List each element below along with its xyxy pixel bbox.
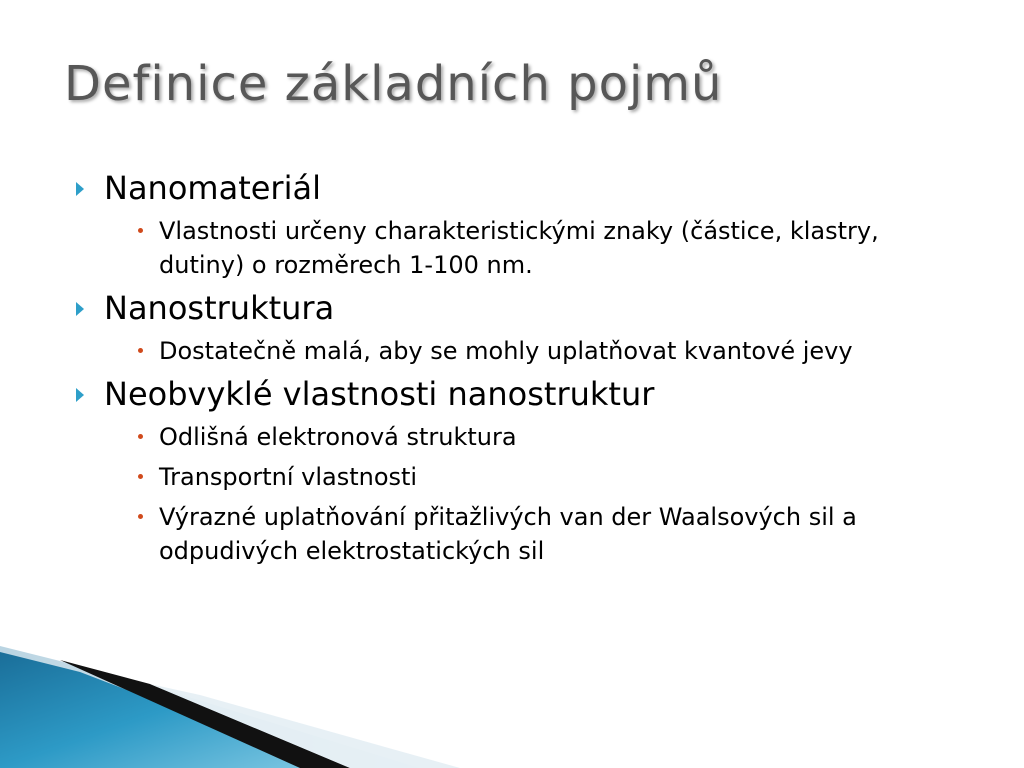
dot-icon xyxy=(138,348,143,353)
sub-bullet-text: Vlastnosti určeny charakteristickými znaky (částice, klastry, dutiny) o rozměrech 1-100 nm. xyxy=(159,217,879,279)
bullet-label: Nanomateriál xyxy=(104,169,321,207)
sub-bullet-text: Dostatečně malá, aby se mohly uplatňovat kvantové jevy xyxy=(159,337,853,365)
sub-bullet xyxy=(104,460,952,494)
sub-list xyxy=(104,214,952,282)
bullet-item-unusual-properties xyxy=(72,374,952,568)
sub-bullet xyxy=(104,500,952,568)
triangle-arrow-icon xyxy=(76,302,84,316)
dot-icon xyxy=(138,474,143,479)
slide-title: Definice základních pojmů xyxy=(64,56,723,112)
sub-list xyxy=(104,420,952,568)
sub-bullet xyxy=(104,214,952,282)
sub-bullet xyxy=(104,420,952,454)
bullet-item-nanostructure xyxy=(72,288,952,368)
triangle-arrow-icon xyxy=(76,388,84,402)
triangle-arrow-icon xyxy=(76,182,84,196)
dot-icon xyxy=(138,514,143,519)
dot-icon xyxy=(138,228,143,233)
sub-list xyxy=(104,334,952,368)
sub-bullet-text: Transportní vlastnosti xyxy=(159,463,418,491)
bullet-label: Nanostruktura xyxy=(104,289,335,327)
bullet-label: Neobvyklé vlastnosti nanostruktur xyxy=(104,375,655,413)
dot-icon xyxy=(138,434,143,439)
bullet-item-nanomaterial xyxy=(72,168,952,282)
sub-bullet-text: Odlišná elektronová struktura xyxy=(159,423,517,451)
slide-content xyxy=(72,168,952,574)
sub-bullet xyxy=(104,334,952,368)
sub-bullet-text: Výrazné uplatňování přitažlivých van der Waalsových sil a odpudivých elektrostatických sil xyxy=(159,503,857,565)
